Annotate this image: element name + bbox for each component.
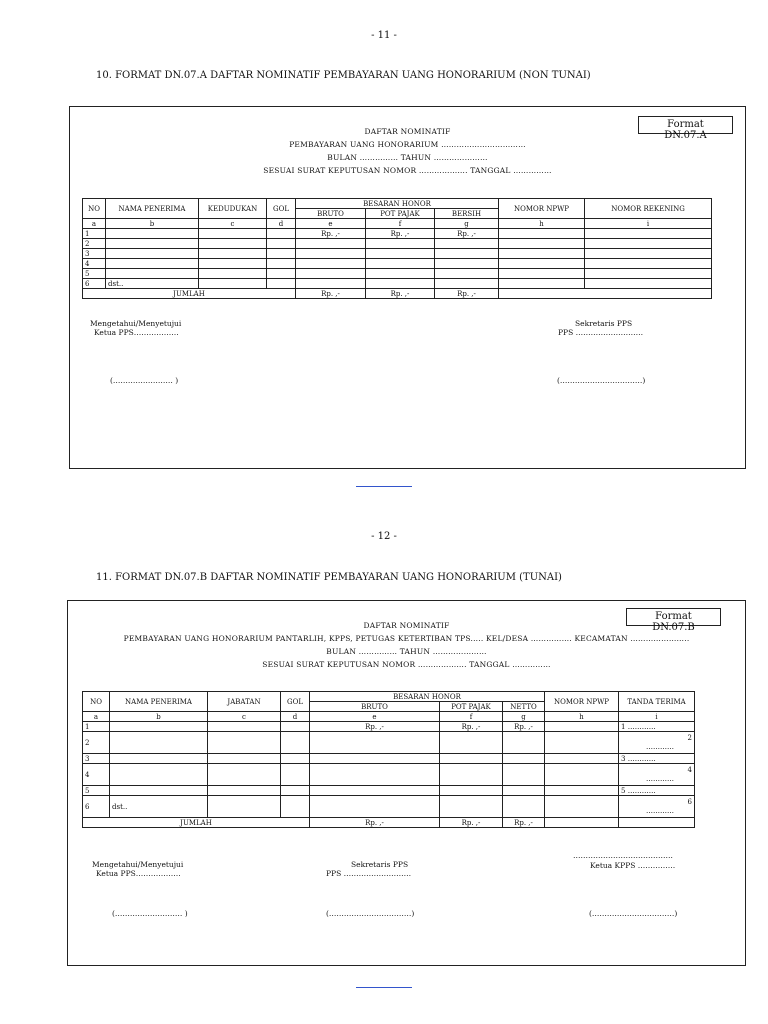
table-row xyxy=(83,259,712,269)
row-number: 3 xyxy=(83,754,110,764)
form-frame-dn07b xyxy=(67,600,746,966)
form-subtitle-payment: PEMBAYARAN UANG HONORARIUM …………………………… xyxy=(289,140,526,149)
letter-cell: a xyxy=(83,219,106,229)
total-bruto: Rp. ,- xyxy=(296,289,366,299)
col-header-pot-pajak: POT PAJAK xyxy=(440,702,503,712)
nominative-table xyxy=(82,691,695,828)
col-header-no: NO xyxy=(83,692,110,712)
row-name: dst.. xyxy=(110,796,208,818)
table-row xyxy=(83,786,695,796)
signature-left-title: Mengetahui/Menyetujui xyxy=(90,319,182,328)
col-header-besaran: BESARAN HONOR xyxy=(310,692,545,702)
row-name xyxy=(106,269,199,279)
table-row xyxy=(83,764,695,786)
letter-cell: h xyxy=(499,219,585,229)
row-tanda-terima: 5 ………… xyxy=(619,786,695,796)
total-empty xyxy=(619,818,695,828)
row-tanda-terima xyxy=(619,764,695,786)
col-header-tanda-terima: TANDA TERIMA xyxy=(619,692,695,712)
letter-cell: b xyxy=(110,712,208,722)
form-subtitle-month: BULAN …………… TAHUN ………………… xyxy=(326,647,487,656)
letter-cell: g xyxy=(435,219,499,229)
row-name: dst.. xyxy=(106,279,199,289)
tanda-number: 6 xyxy=(687,797,693,806)
row-bersih: Rp. ,- xyxy=(435,229,499,239)
col-header-bruto: BRUTO xyxy=(310,702,440,712)
col-header-nama: NAMA PENERIMA xyxy=(110,692,208,712)
signature-left-name: (……………………… ) xyxy=(112,909,188,918)
row-number: 2 xyxy=(83,732,110,754)
col-header-pot-pajak: POT PAJAK xyxy=(366,209,435,219)
signature-mid-title: Sekretaris PPS xyxy=(351,860,409,869)
row-name xyxy=(110,722,208,732)
tanda-number: 4 xyxy=(687,765,693,774)
table-total-row xyxy=(83,818,695,828)
page-link-underline[interactable] xyxy=(356,486,412,487)
tanda-dots: ………… xyxy=(646,806,675,815)
form-title: DAFTAR NOMINATIF xyxy=(364,127,451,136)
signature-left-role: Ketua PPS……………… xyxy=(94,328,179,337)
col-header-npwp: NOMOR NPWP xyxy=(545,692,619,712)
col-header-gol: GOL xyxy=(281,692,310,712)
row-bruto: Rp. ,- xyxy=(296,229,366,239)
form-frame-dn07a xyxy=(69,106,746,469)
letter-cell: c xyxy=(208,712,281,722)
form-title: DAFTAR NOMINATIF xyxy=(363,621,450,630)
table-total-row xyxy=(83,289,712,299)
row-tanda-terima: 3 ………… xyxy=(619,754,695,764)
row-number: 6 xyxy=(83,796,110,818)
col-header-jabatan: JABATAN xyxy=(208,692,281,712)
total-bersih: Rp. ,- xyxy=(435,289,499,299)
row-number: 4 xyxy=(83,764,110,786)
total-pot-pajak: Rp. ,- xyxy=(440,818,503,828)
page-number: - 12 - xyxy=(371,531,397,542)
letter-cell: a xyxy=(83,712,110,722)
letter-cell: i xyxy=(585,219,712,229)
tanda-dots: ………… xyxy=(646,774,675,783)
form-subtitle-month: BULAN …………… TAHUN ………………… xyxy=(327,153,488,162)
row-name xyxy=(110,754,208,764)
row-name xyxy=(106,229,199,239)
col-header-kedudukan: KEDUDUKAN xyxy=(199,199,267,219)
row-name xyxy=(110,732,208,754)
signature-right-title: Sekretaris PPS xyxy=(575,319,633,328)
row-name xyxy=(106,249,199,259)
letter-cell: e xyxy=(296,219,366,229)
col-header-bersih: BERSIH xyxy=(435,209,499,219)
letter-cell: d xyxy=(267,219,296,229)
table-row xyxy=(83,229,712,239)
row-number: 5 xyxy=(83,269,106,279)
table-letter-row xyxy=(83,712,695,722)
table-row xyxy=(83,279,712,289)
table-header-row xyxy=(83,692,695,702)
table-header-row xyxy=(83,199,712,209)
signature-left-name: (…………………… ) xyxy=(110,376,179,385)
letter-cell: i xyxy=(619,712,695,722)
total-empty xyxy=(545,818,619,828)
col-header-bruto: BRUTO xyxy=(296,209,366,219)
row-name xyxy=(106,239,199,249)
table-letter-row xyxy=(83,219,712,229)
letter-cell: c xyxy=(199,219,267,229)
format-label-box: Format DN.07.A xyxy=(638,116,733,134)
form-title-block xyxy=(70,126,745,182)
table-row xyxy=(83,249,712,259)
row-number: 1 xyxy=(83,722,110,732)
col-header-nama: NAMA PENERIMA xyxy=(106,199,199,219)
signature-mid-name: (……………………………) xyxy=(326,909,415,918)
row-number: 6 xyxy=(83,279,106,289)
row-pot-pajak: Rp. ,- xyxy=(440,722,503,732)
form-subtitle-payment: PEMBAYARAN UANG HONORARIUM PANTARLIH, KPPS, PETUGAS KETERTIBAN TPS..... KEL/DESA ……………. KECAMATAN ………………….. xyxy=(123,634,690,643)
row-pot-pajak: Rp. ,- xyxy=(366,229,435,239)
signature-right-role: PPS ……………………… xyxy=(558,328,644,337)
total-bruto: Rp. ,- xyxy=(310,818,440,828)
letter-cell: h xyxy=(545,712,619,722)
form-subtitle-decree: SESUAI SURAT KEPUTUSAN NOMOR ………………. TANGGAL …………… xyxy=(263,166,552,175)
row-tanda-terima: 1 ………… xyxy=(619,722,695,732)
row-cell xyxy=(585,229,712,239)
table-row xyxy=(83,269,712,279)
section-heading: 10. FORMAT DN.07.A DAFTAR NOMINATIF PEMBAYARAN UANG HONORARIUM (NON TUNAI) xyxy=(96,70,591,81)
row-number: 4 xyxy=(83,259,106,269)
page-number: - 11 - xyxy=(371,30,397,41)
row-name xyxy=(110,764,208,786)
form-title-block xyxy=(68,620,745,676)
row-cell xyxy=(499,229,585,239)
row-number: 2 xyxy=(83,239,106,249)
table-row xyxy=(83,722,695,732)
row-tanda-terima xyxy=(619,796,695,818)
table-row xyxy=(83,239,712,249)
col-header-gol: GOL xyxy=(267,199,296,219)
total-label: JUMLAH xyxy=(83,289,296,299)
letter-cell: g xyxy=(503,712,545,722)
total-empty xyxy=(499,289,712,299)
row-netto: Rp. ,- xyxy=(503,722,545,732)
total-label: JUMLAH xyxy=(83,818,310,828)
row-bruto: Rp. ,- xyxy=(310,722,440,732)
signature-right-role: Ketua KPPS …………… xyxy=(590,861,676,870)
signature-right-title: …………………………………. xyxy=(573,851,673,860)
signature-left-title: Mengetahui/Menyetujui xyxy=(92,860,184,869)
letter-cell: b xyxy=(106,219,199,229)
row-number: 5 xyxy=(83,786,110,796)
table-row xyxy=(83,754,695,764)
tanda-dots: ………… xyxy=(646,742,675,751)
letter-cell: f xyxy=(366,219,435,229)
table-row xyxy=(83,732,695,754)
row-number: 1 xyxy=(83,229,106,239)
total-netto: Rp. ,- xyxy=(503,818,545,828)
row-name xyxy=(106,259,199,269)
row-cell xyxy=(267,229,296,239)
nominative-table xyxy=(82,198,712,299)
total-pot-pajak: Rp. ,- xyxy=(366,289,435,299)
col-header-netto: NETTO xyxy=(503,702,545,712)
col-header-rekening: NOMOR REKENING xyxy=(585,199,712,219)
signature-mid-role: PPS ……………………… xyxy=(326,869,412,878)
row-number: 3 xyxy=(83,249,106,259)
tanda-number: 2 xyxy=(687,733,693,742)
col-header-npwp: NOMOR NPWP xyxy=(499,199,585,219)
letter-cell: f xyxy=(440,712,503,722)
row-name xyxy=(110,786,208,796)
signature-left-role: Ketua PPS……………… xyxy=(96,869,181,878)
page-link-underline[interactable] xyxy=(356,987,412,988)
col-header-besaran: BESARAN HONOR xyxy=(296,199,499,209)
row-cell xyxy=(199,229,267,239)
form-subtitle-decree: SESUAI SURAT KEPUTUSAN NOMOR ………………. TANGGAL …………… xyxy=(262,660,551,669)
format-label-box: Format DN.07.B xyxy=(626,608,721,626)
section-heading: 11. FORMAT DN.07.B DAFTAR NOMINATIF PEMBAYARAN UANG HONORARIUM (TUNAI) xyxy=(96,572,562,583)
signature-right-name: (……………………………) xyxy=(557,376,646,385)
row-tanda-terima xyxy=(619,732,695,754)
table-row xyxy=(83,796,695,818)
col-header-no: NO xyxy=(83,199,106,219)
letter-cell: d xyxy=(281,712,310,722)
signature-right-name: (……………………………) xyxy=(589,909,678,918)
letter-cell: e xyxy=(310,712,440,722)
